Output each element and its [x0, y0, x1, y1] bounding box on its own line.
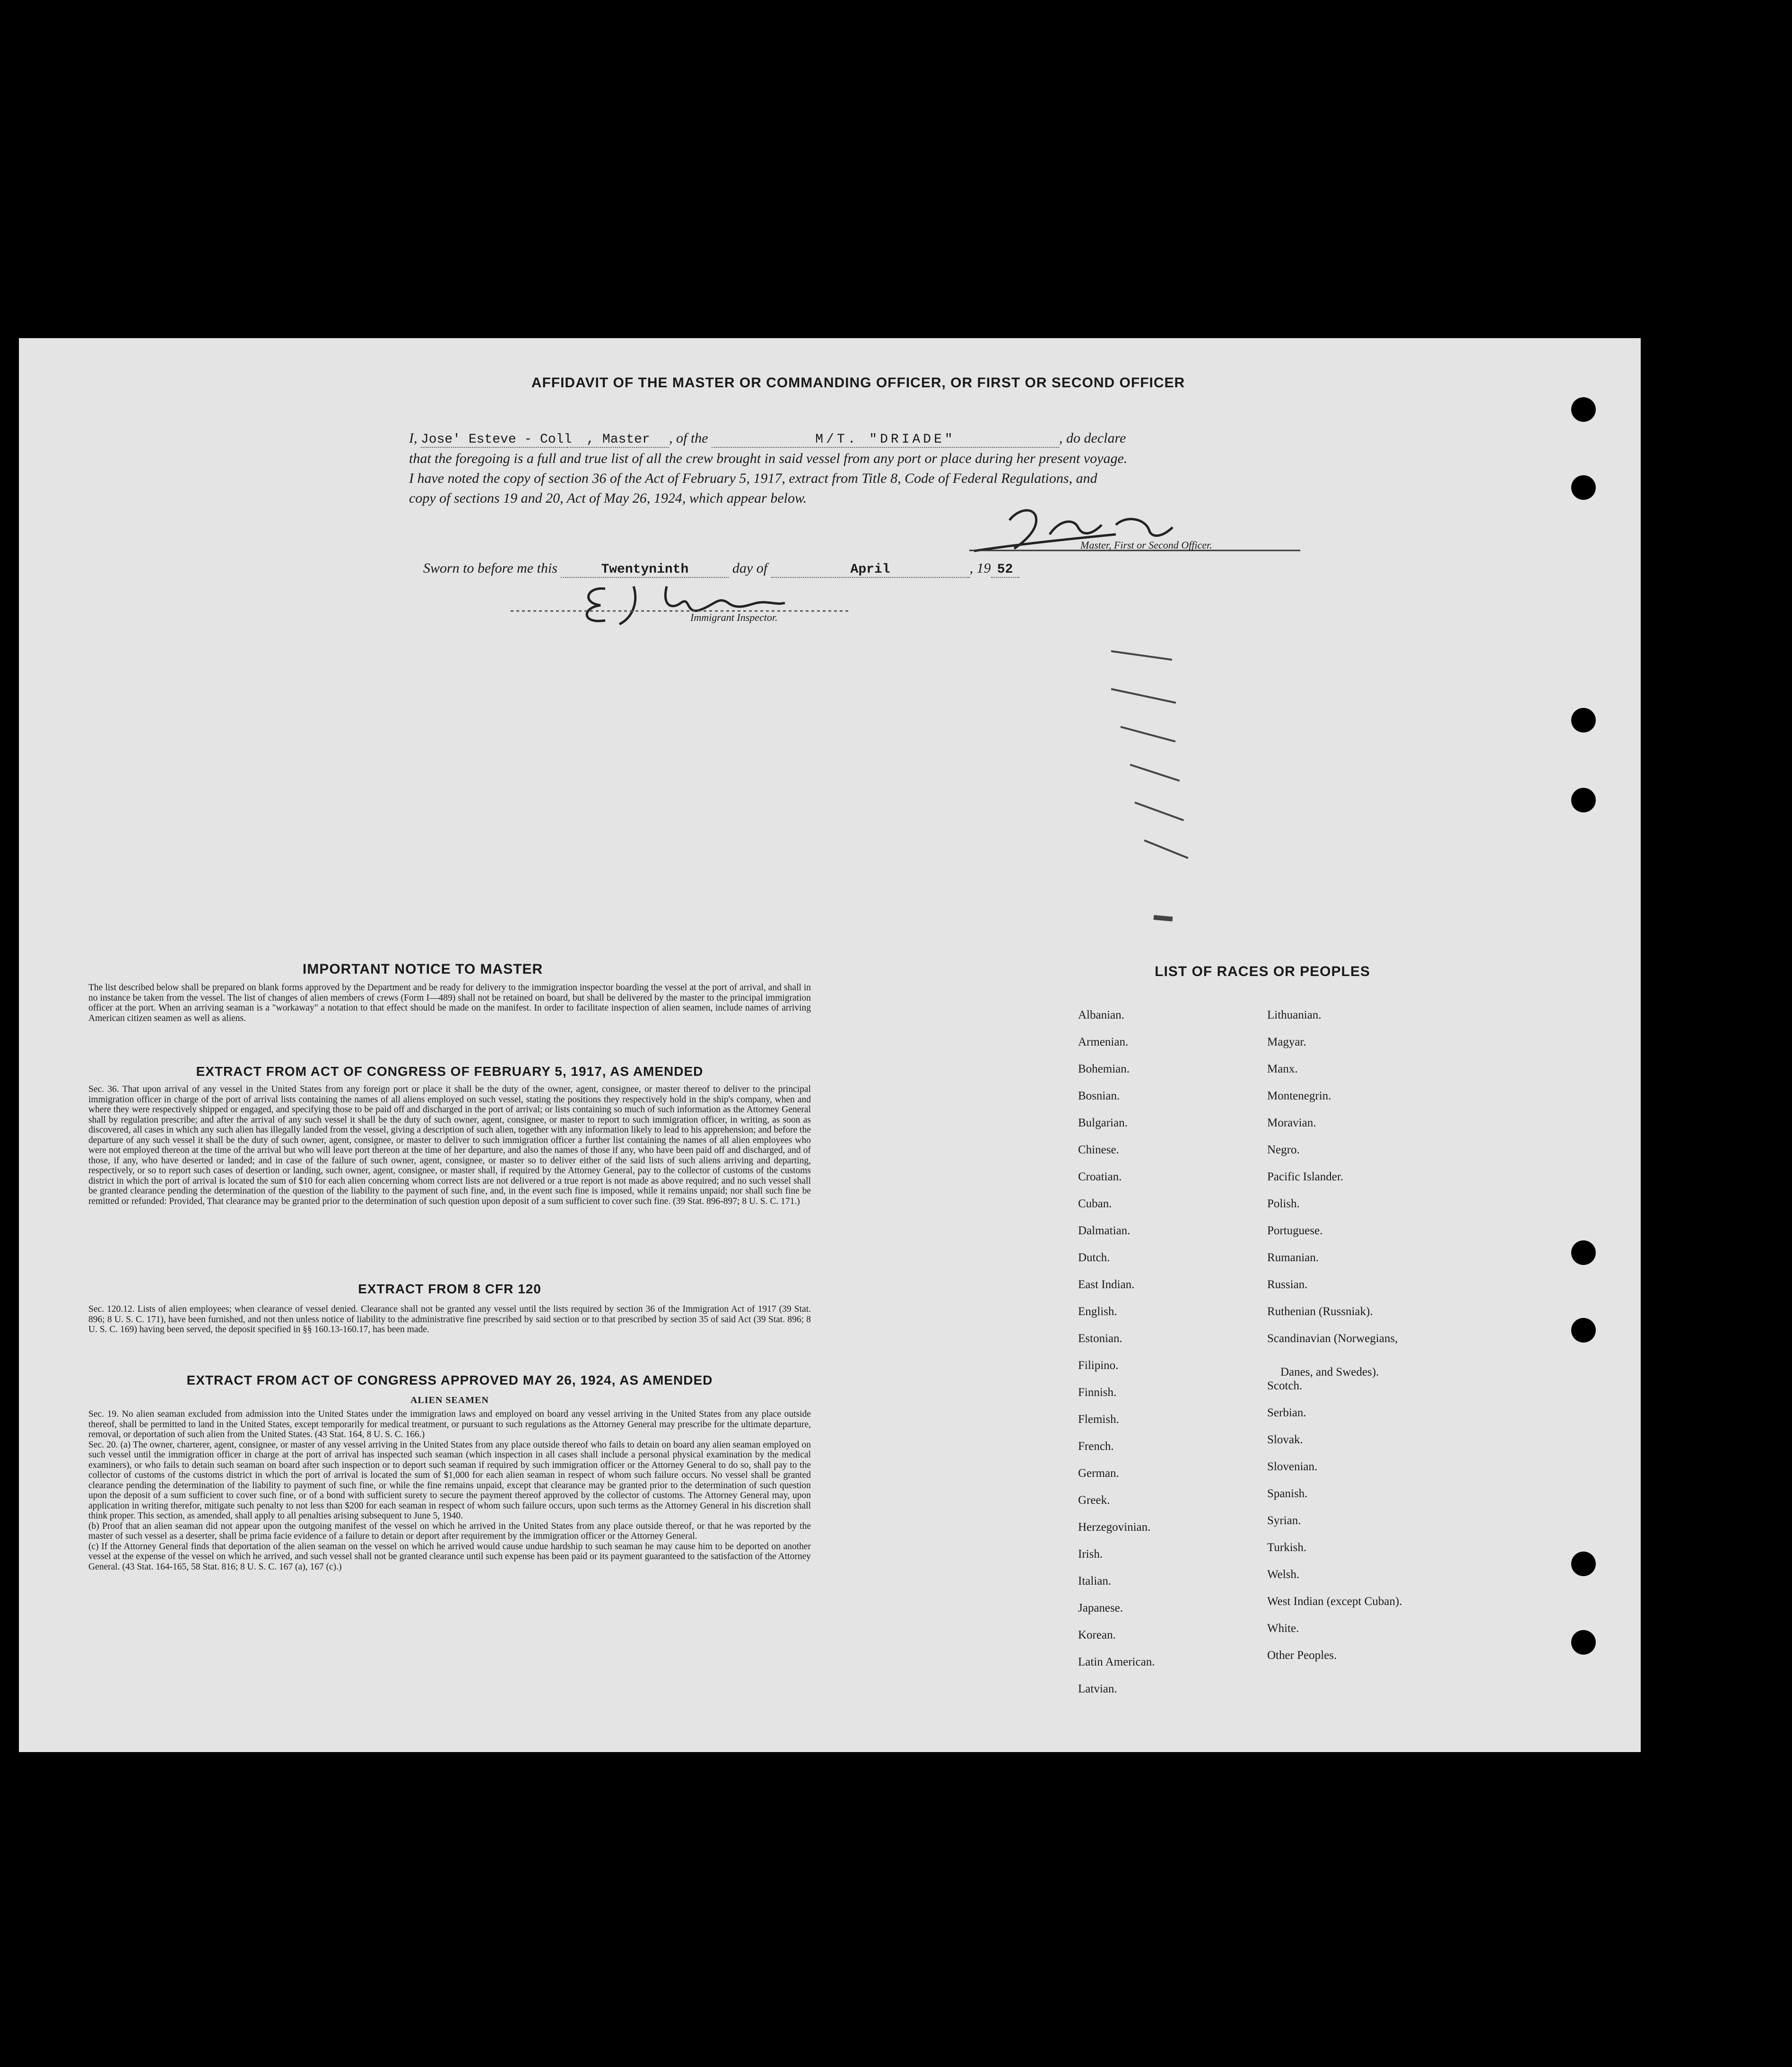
do-declare-label: , do declare — [1059, 430, 1126, 446]
punch-hole — [1571, 1552, 1596, 1576]
punch-hole — [1571, 1240, 1596, 1265]
sworn-line — [423, 560, 1322, 578]
notice-text: The list described below shall be prepared on blank forms approved by the Department and be ready for delivery to the immigration inspector boarding the vessel at the port of arrival, and shall in no instance be taken from the vessel. The list of changes of alien members of crews (Form I—489) shall not be retained on board, but shall be delivered by the master to the principal immigration officer at the port. When an arriving seaman is a "workaway" a notation to that effect should be made on the manifest. In order to facilitate inspection of alien seamen, include names of arriving American citizen seamen as well as aliens. — [88, 983, 811, 1023]
day-of-label: day of — [732, 560, 768, 576]
section-20a-text: Sec. 20. (a) The owner, charterer, agent, consignee, or master of any vessel arriving in the United States from any place outside thereof who fails to detain on board any alien seaman employed on such vessel until the immigration officer in charge at the port of arrival has inspected such seaman (which inspection in all cases shall include a personal physical examination by the medical examiners), or who fails to detain such seaman on board after such inspection or to deport such seaman if required by such immigration officer or the Attorney General to do so, shall pay to the collector of customs of the customs district in which the port of arrival is located the sum of $1,000 for each alien seaman in respect of whom such failure occurs. No vessel shall be granted clearance pending the determination of the liability to payment of such fine, or while the fine remains unpaid, except that clearance may be granted prior to the determination of such question upon the deposit of a sum sufficient to cover such fine, or of a bond with sufficient surety to secure the payment thereof approved by the collector of customs. The Attorney General may, upon application in writing therefor, mitigate such penalty to not less than $200 for each seaman in respect of whom such failure occurs, upon such terms as the Attorney General in his discretion shall think proper. This section, as amended, shall apply to all penalties arising subsequent to June 5, 1940. — [88, 1439, 811, 1521]
race-item: Spanish. — [1267, 1487, 1308, 1500]
race-item: Welsh. — [1267, 1568, 1300, 1581]
race-item: English. — [1078, 1305, 1117, 1318]
punch-hole — [1571, 475, 1596, 500]
affidavit-title: AFFIDAVIT OF THE MASTER OR COMMANDING OFFICER, OR FIRST OR SECOND OFFICER — [531, 375, 1185, 391]
affidavit-line-4: copy of sections 19 and 20, Act of May 26, 1924, which appear below. — [409, 490, 807, 506]
affidavit-line-2: that the foregoing is a full and true list of all the crew brought in said vessel from any port or place during her present voyage. — [409, 451, 1128, 466]
race-item: French. — [1078, 1440, 1114, 1453]
race-item: Manx. — [1267, 1063, 1298, 1075]
race-item: Polish. — [1267, 1197, 1300, 1210]
race-item: Scandinavian (Norwegians, — [1267, 1332, 1398, 1345]
race-item: Turkish. — [1267, 1541, 1307, 1554]
race-item: Bohemian. — [1078, 1063, 1130, 1075]
extract-cfr-text: Sec. 120.12. Lists of alien employees; when clearance of vessel denied. Clearance shall not be granted any vessel until the lists required by section 36 of the Immigration Act of 1917 (39 Stat. 896; 8 U. S. C. 171), have been furnished, and not then unless notice of liability to the administrative fine prescribed by said section or to that prescribed by section 35 of said Act (39 Stat. 896; 8 U. S. C. 169) having been served, the deposit specified in §§ 160.13-160.17, has been made. — [88, 1304, 811, 1334]
race-item: Filipino. — [1078, 1359, 1119, 1372]
race-item: White. — [1267, 1622, 1299, 1635]
ink-mark — [1154, 915, 1173, 921]
ink-mark — [1120, 726, 1175, 742]
punch-hole — [1571, 397, 1596, 422]
race-item: Slovenian. — [1267, 1460, 1318, 1473]
race-item: Russian. — [1267, 1278, 1308, 1291]
race-item: Danes, and Swedes). — [1280, 1366, 1379, 1378]
race-item: Dutch. — [1078, 1251, 1110, 1264]
race-item: Scotch. — [1267, 1379, 1303, 1392]
race-item: Korean. — [1078, 1629, 1116, 1641]
race-item: Bulgarian. — [1078, 1116, 1128, 1129]
punch-hole — [1571, 1630, 1596, 1655]
affidavit-line-3: I have noted the copy of section 36 of the Act of February 5, 1917, extract from Title 8, Code of Federal Regulations, and — [409, 471, 1097, 486]
month-field: April — [771, 562, 970, 578]
race-item: Negro. — [1267, 1143, 1300, 1156]
rank-field: , Master — [567, 432, 669, 448]
race-item: Estonian. — [1078, 1332, 1122, 1345]
race-item: German. — [1078, 1467, 1119, 1480]
race-item: Latin American. — [1078, 1656, 1155, 1668]
ink-mark — [1111, 688, 1176, 704]
race-item: Croatian. — [1078, 1170, 1122, 1183]
extract-1917-title: EXTRACT FROM ACT OF CONGRESS OF FEBRUARY 5, 1917, AS AMENDED — [196, 1064, 704, 1079]
signature-caption: Master, First or Second Officer. — [1080, 539, 1212, 551]
race-item: Latvian. — [1078, 1683, 1117, 1695]
ink-mark — [1144, 839, 1188, 859]
section-19-text: Sec. 19. No alien seaman excluded from admission into the United States under the immigration laws and employed on board any vessel arriving in the United States from any place outside thereof, shall be permitted to land in the United States, except temporarily for medical treatment, or pursuant to such regulations as the Attorney General may prescribe for the ultimate departure, removal, or deportation of such alien from the United States. (43 Stat. 164, 8 U. S. C. 166.) — [88, 1409, 811, 1439]
races-title: LIST OF RACES OR PEOPLES — [1155, 964, 1370, 979]
punch-hole — [1571, 788, 1596, 812]
affidavit-line-1 — [409, 430, 1307, 448]
ink-mark — [1111, 650, 1172, 661]
race-item: Japanese. — [1078, 1602, 1123, 1614]
race-item: Flemish. — [1078, 1413, 1119, 1426]
race-item: Albanian. — [1078, 1009, 1124, 1021]
race-item: Armenian. — [1078, 1036, 1129, 1048]
race-item: Rumanian. — [1267, 1251, 1319, 1264]
race-item: Slovak. — [1267, 1433, 1303, 1446]
race-item: West Indian (except Cuban). — [1267, 1595, 1402, 1608]
extract-1917-text: Sec. 36. That upon arrival of any vessel in the United States from any foreign port or place it shall be the duty of the owner, agent, consignee, or master thereof to deliver to the principal immigration officer in charge of the port of arrival lists containing the names of all aliens employed on such vessel, stating the positions they respectively hold in the ship's company, when and where they were respectively shipped or engaged, and specifying those to be paid off and discharged in the port of arrival; or lists containing so much of such information as the Attorney General shall by regulation prescribe; and after the arrival of any such vessel it shall be the duty of such owner, agent, consignee, or master to report to such immigration officer, in writing, as soon as discovered, all cases in which any such alien has illegally landed from the vessel, giving a description of such alien, together with any information likely to lead to his apprehension; and before the departure of any such vessel it shall be the duty of such owner, agent, consignee, or master to deliver to such immigration officer a further list containing the names of all alien employees who were not employed thereon at the time of the arrival but who will leave port thereon at the time of her departure, and also the names of those if any, who have been paid off and discharged, and of those, if any, who have deserted or landed; and in case of the failure of such owner, agent, consignee, or master so to deliver either of the said lists of such aliens arriving and departing, respectively, or so to report such cases of desertion or landing, such owner, agent, consignee, or master shall, if required by the Attorney General, pay to the collector of customs of the customs district in which the port of arrival is located the sum of $10 for each alien concerning whom correct lists are not delivered or a true report is not made as above required; and no such vessel shall be granted clearance pending the determination of the question of the liability to the payment of such fine, and, in the event such fine is imposed, while it remains unpaid; nor shall such fine be remitted or refunded: Provided, That clearance may be granted prior to the determination of such question upon deposit of a sum sufficient to cover such fine. (39 Stat. 896-897; 8 U. S. C. 171.) — [88, 1084, 811, 1206]
extract-1924-title: EXTRACT FROM ACT OF CONGRESS APPROVED MAY 26, 1924, AS AMENDED — [186, 1373, 713, 1387]
notice-title: IMPORTANT NOTICE TO MASTER — [303, 961, 543, 977]
race-item: Portuguese. — [1267, 1224, 1323, 1237]
race-item: Bosnian. — [1078, 1090, 1120, 1102]
extract-1924-subtitle: ALIEN SEAMEN — [410, 1395, 489, 1405]
ink-mark — [1130, 764, 1180, 782]
race-item: Lithuanian. — [1267, 1009, 1322, 1021]
race-item: East Indian. — [1078, 1278, 1135, 1291]
race-item: Finnish. — [1078, 1386, 1117, 1399]
race-item: Dalmatian. — [1078, 1224, 1131, 1237]
of-the-label: , of the — [669, 430, 708, 446]
race-item: Magyar. — [1267, 1036, 1306, 1048]
master-name-field: Jose' Esteve - Coll — [421, 432, 572, 447]
race-item: Herzegovinian. — [1078, 1521, 1151, 1534]
race-item: Moravian. — [1267, 1116, 1316, 1129]
punch-hole — [1571, 1318, 1596, 1343]
race-item: Ruthenian (Russniak). — [1267, 1305, 1373, 1318]
year-field: 52 — [991, 562, 1019, 578]
race-item: Syrian. — [1267, 1514, 1301, 1527]
inspector-caption: Immigrant Inspector. — [690, 611, 778, 623]
race-item: Cuban. — [1078, 1197, 1112, 1210]
race-item: Chinese. — [1078, 1143, 1119, 1156]
race-item: Italian. — [1078, 1575, 1112, 1587]
punch-hole — [1571, 708, 1596, 733]
race-item: Serbian. — [1267, 1406, 1306, 1419]
extract-1924-text — [88, 1409, 811, 1572]
inspector-signature — [511, 577, 851, 629]
race-item: Greek. — [1078, 1494, 1110, 1507]
day-field: Twentyninth — [561, 562, 729, 578]
ink-mark — [1134, 802, 1184, 821]
race-item: Other Peoples. — [1267, 1649, 1337, 1662]
sworn-label: Sworn to before me this — [423, 560, 557, 576]
race-item: Pacific Islander. — [1267, 1170, 1344, 1183]
race-item: Irish. — [1078, 1548, 1103, 1561]
i-label: I, — [409, 430, 418, 446]
document-sheet — [19, 338, 1641, 1752]
vessel-field: M/T. "DRIADE" — [712, 432, 1059, 448]
year-prefix: , 19 — [969, 560, 991, 576]
section-20c-text: (c) If the Attorney General finds that deportation of the alien seaman on the vessel on which he arrived would cause undue hardship to such seaman he may cause him to be deported on another vessel at the expense of the vessel on which he arrived, and such vessel shall not be granted clearance until such expense has been paid or its payment guaranteed to the satisfaction of the Attorney General. (43 Stat. 164-165, 58 Stat. 816; 8 U. S. C. 167 (a), 167 (c).) — [88, 1541, 811, 1572]
race-item: Montenegrin. — [1267, 1090, 1331, 1102]
extract-cfr-title: EXTRACT FROM 8 CFR 120 — [358, 1282, 541, 1296]
section-20b-text: (b) Proof that an alien seaman did not appear upon the outgoing manifest of the vessel on which he arrived in the United States from any place outside thereof, or that he was reported by the master of such vessel as a deserter, shall be prima facie evidence of a failure to detain or deport after requirement by the immigration officer or the Attorney General. — [88, 1521, 811, 1541]
